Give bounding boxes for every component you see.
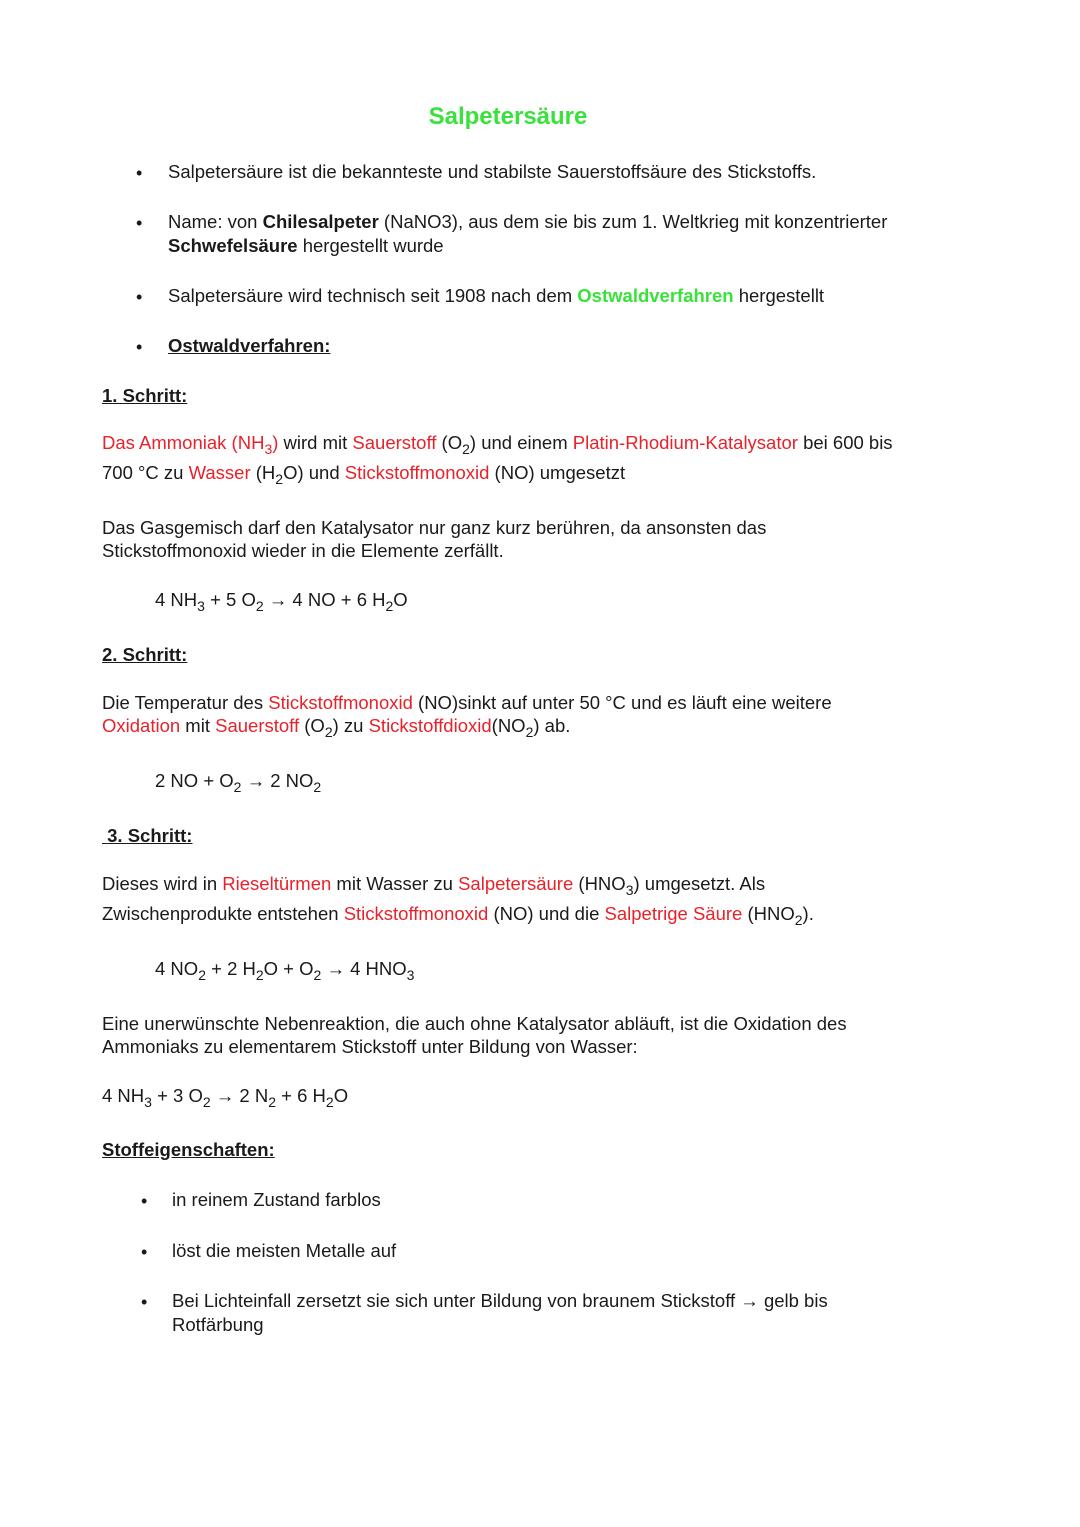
page-title: Salpetersäure (428, 103, 588, 130)
properties-heading: Stoffeigenschaften: (102, 1139, 275, 1160)
bullet-dot: • (141, 1242, 148, 1262)
bullet-dot: • (136, 163, 143, 183)
step1-paragraph: Das Gasgemisch darf den Katalysator nur ganz kurz berühren, da ansonsten das (102, 517, 767, 538)
step3-heading: 3. Schritt: (107, 825, 193, 846)
step1-line2: 700 °C zu Wasser $(H_2O)$ und Stickstoffmonoxid (NO) umgesetzt (102, 462, 626, 487)
step1-heading: 1. Schritt: (102, 385, 188, 406)
step1-paragraph-continued: Stickstoffmonoxid wieder in die Elemente zerfällt. (102, 540, 504, 561)
step3-equation: 4 $NO_2 + 2$ $H_2O + O_2 \to 4$ $HNO_3$ (155, 958, 415, 983)
bullet-dot: • (136, 287, 143, 307)
side-reaction-equation: 4 $NH_3 + 3$ $O_2 \to 2$ $N_2 + 6$ $H_2O$ (102, 1085, 349, 1110)
bullet-dot: • (141, 1191, 148, 1211)
step2-equation: 2 NO + $O_2 \to 2$ $NO_2$ (155, 770, 322, 795)
bullet-text: Salpetersäure wird technisch seit 1908 nach dem Ostwaldverfahren hergestellt (168, 285, 825, 306)
side-reaction-paragraph-continued: Ammoniaks zu elementarem Stickstoff unter Bildung von Wasser: (102, 1036, 638, 1057)
step2-line2: Oxidation mit Sauerstoff $(O_2)$ zu $Stickstoffdioxid(NO_2)$ ab. (102, 715, 571, 740)
bullet-dot: • (141, 1292, 148, 1312)
bullet-text: Name: von Chilesalpeter (NaNO3), aus dem sie bis zum 1. Weltkrieg mit konzentrierter (168, 211, 888, 232)
step1-equation: 4 $NH_3 + 5$ $O_2 \to 4$ NO + 6 $H_2O$ (155, 589, 408, 614)
step2-heading: 2. Schritt: (102, 644, 188, 665)
bullet-text: Salpetersäure ist die bekannteste und stabilste Sauerstoffsäure des Stickstoffs. (168, 161, 817, 182)
property-item: löst die meisten Metalle auf (172, 1240, 397, 1261)
step3-line1: Dieses wird in Rieseltürmen mit Wasser zu Salpetersäure $(HNO_3)$ umgesetzt. Als (102, 873, 766, 898)
step3-line2: Zwischenprodukte entstehen Stickstoffmonoxid (NO) und die Salpetrige Säure $(HNO_2)$. (102, 903, 814, 928)
property-item-continued: Rotfärbung (172, 1314, 264, 1335)
bullet-text-continued: Schwefelsäure hergestellt wurde (168, 235, 444, 256)
step1-line1: Das Ammoniak $(NH_3)$ wird mit Sauerstoff $(O_2)$ und einem Platin-Rhodium-Katalysator bei 600 bis (102, 432, 893, 457)
property-item: Bei Lichteinfall zersetzt sie sich unter Bildung von braunem Stickstoff → gelb bis (172, 1290, 828, 1311)
step2-line1: Die Temperatur des Stickstoffmonoxid (NO)sinkt auf unter 50 °C und es läuft eine weitere (102, 692, 832, 713)
section-heading-ostwald: Ostwaldverfahren: (168, 335, 331, 356)
property-item: in reinem Zustand farblos (172, 1189, 381, 1210)
bullet-dot: • (136, 213, 143, 233)
side-reaction-paragraph: Eine unerwünschte Nebenreaktion, die auch ohne Katalysator abläuft, ist die Oxidation des (102, 1013, 847, 1034)
bullet-dot: • (136, 337, 143, 357)
